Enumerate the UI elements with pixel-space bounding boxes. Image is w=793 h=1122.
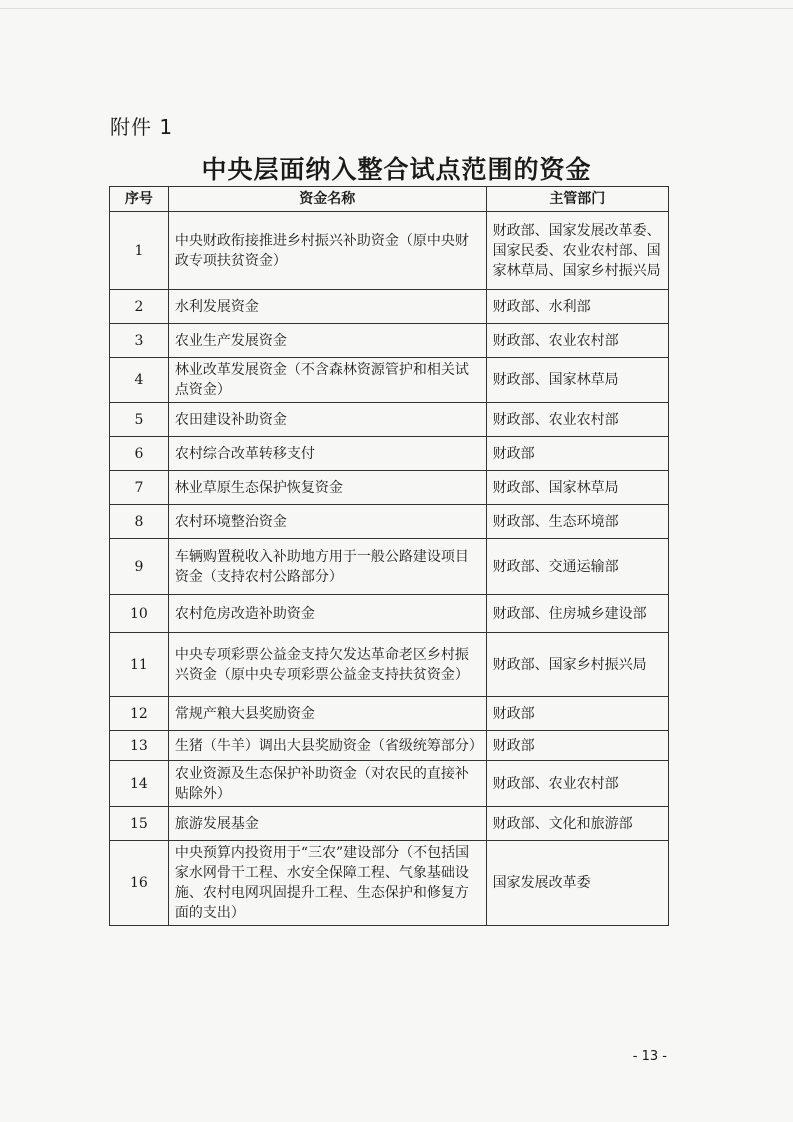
table-row	[110, 633, 669, 697]
row-no: 7	[110, 471, 169, 505]
row-fund-name: 中央预算内投资用于“三农”建设部分（不包括国家水网骨干工程、水安全保障工程、气象基础设施、农村电网巩固提升工程、生态保护和修复方面的支出）	[168, 841, 486, 926]
row-no: 1	[110, 212, 169, 290]
row-department: 财政部、农业农村部	[486, 324, 668, 358]
row-no: 8	[110, 505, 169, 539]
row-no: 5	[110, 403, 169, 437]
row-department: 财政部	[486, 697, 668, 731]
table-row	[110, 437, 669, 471]
row-department: 财政部、文化和旅游部	[486, 807, 668, 841]
row-department: 财政部、交通运输部	[486, 539, 668, 595]
row-department: 国家发展改革委	[486, 841, 668, 926]
table-row	[110, 403, 669, 437]
row-fund-name: 水利发展资金	[168, 290, 486, 324]
row-no: 16	[110, 841, 169, 926]
row-fund-name: 常规产粮大县奖励资金	[168, 697, 486, 731]
row-department: 财政部、国家林草局	[486, 471, 668, 505]
header-fund-name: 资金名称	[168, 187, 486, 212]
table-row	[110, 539, 669, 595]
row-fund-name: 农村环境整治资金	[168, 505, 486, 539]
header-department: 主管部门	[486, 187, 668, 212]
table-row	[110, 358, 669, 403]
row-no: 11	[110, 633, 169, 697]
row-fund-name: 农村综合改革转移支付	[168, 437, 486, 471]
document-title: 中央层面纳入整合试点范围的资金	[201, 155, 592, 184]
table-row	[110, 324, 669, 358]
table-header-row	[110, 187, 669, 212]
row-department: 财政部、住房城乡建设部	[486, 595, 668, 633]
row-fund-name: 农业生产发展资金	[168, 324, 486, 358]
table-row	[110, 697, 669, 731]
table-row	[110, 471, 669, 505]
table-row	[110, 595, 669, 633]
row-no: 13	[110, 731, 169, 761]
row-fund-name: 农业资源及生态保护补助资金（对农民的直接补贴除外）	[168, 761, 486, 807]
row-department: 财政部	[486, 731, 668, 761]
row-fund-name: 旅游发展基金	[168, 807, 486, 841]
table-row	[110, 731, 669, 761]
row-no: 3	[110, 324, 169, 358]
row-no: 4	[110, 358, 169, 403]
table-row	[110, 761, 669, 807]
row-department: 财政部、农业农村部	[486, 403, 668, 437]
row-department: 财政部、生态环境部	[486, 505, 668, 539]
scan-edge-line	[0, 8, 793, 9]
row-no: 9	[110, 539, 169, 595]
row-department: 财政部、水利部	[486, 290, 668, 324]
row-fund-name: 农村危房改造补助资金	[168, 595, 486, 633]
row-fund-name: 中央专项彩票公益金支持欠发达革命老区乡村振兴资金（原中央专项彩票公益金支持扶贫资金）	[168, 633, 486, 697]
row-no: 2	[110, 290, 169, 324]
row-fund-name: 车辆购置税收入补助地方用于一般公路建设项目资金（支持农村公路部分）	[168, 539, 486, 595]
row-department: 财政部、国家发展改革委、国家民委、农业农村部、国家林草局、国家乡村振兴局	[486, 212, 668, 290]
row-department: 财政部	[486, 437, 668, 471]
header-no: 序号	[110, 187, 169, 212]
table-row	[110, 212, 669, 290]
row-no: 14	[110, 761, 169, 807]
row-fund-name: 生猪（牛羊）调出大县奖励资金（省级统筹部分）	[168, 731, 486, 761]
row-no: 15	[110, 807, 169, 841]
row-department: 财政部、农业农村部	[486, 761, 668, 807]
row-fund-name: 林业改革发展资金（不含森林资源管护和相关试点资金）	[168, 358, 486, 403]
table-row	[110, 807, 669, 841]
row-no: 6	[110, 437, 169, 471]
row-no: 12	[110, 697, 169, 731]
page-number: - 13 -	[632, 1049, 667, 1064]
table-row	[110, 290, 669, 324]
fund-table	[109, 186, 669, 926]
table-row	[110, 505, 669, 539]
row-department: 财政部、国家林草局	[486, 358, 668, 403]
row-department: 财政部、国家乡村振兴局	[486, 633, 668, 697]
row-fund-name: 中央财政衔接推进乡村振兴补助资金（原中央财政专项扶贫资金）	[168, 212, 486, 290]
row-fund-name: 林业草原生态保护恢复资金	[168, 471, 486, 505]
row-no: 10	[110, 595, 169, 633]
row-fund-name: 农田建设补助资金	[168, 403, 486, 437]
table-row	[110, 841, 669, 926]
attachment-label: 附件 1	[110, 115, 174, 139]
